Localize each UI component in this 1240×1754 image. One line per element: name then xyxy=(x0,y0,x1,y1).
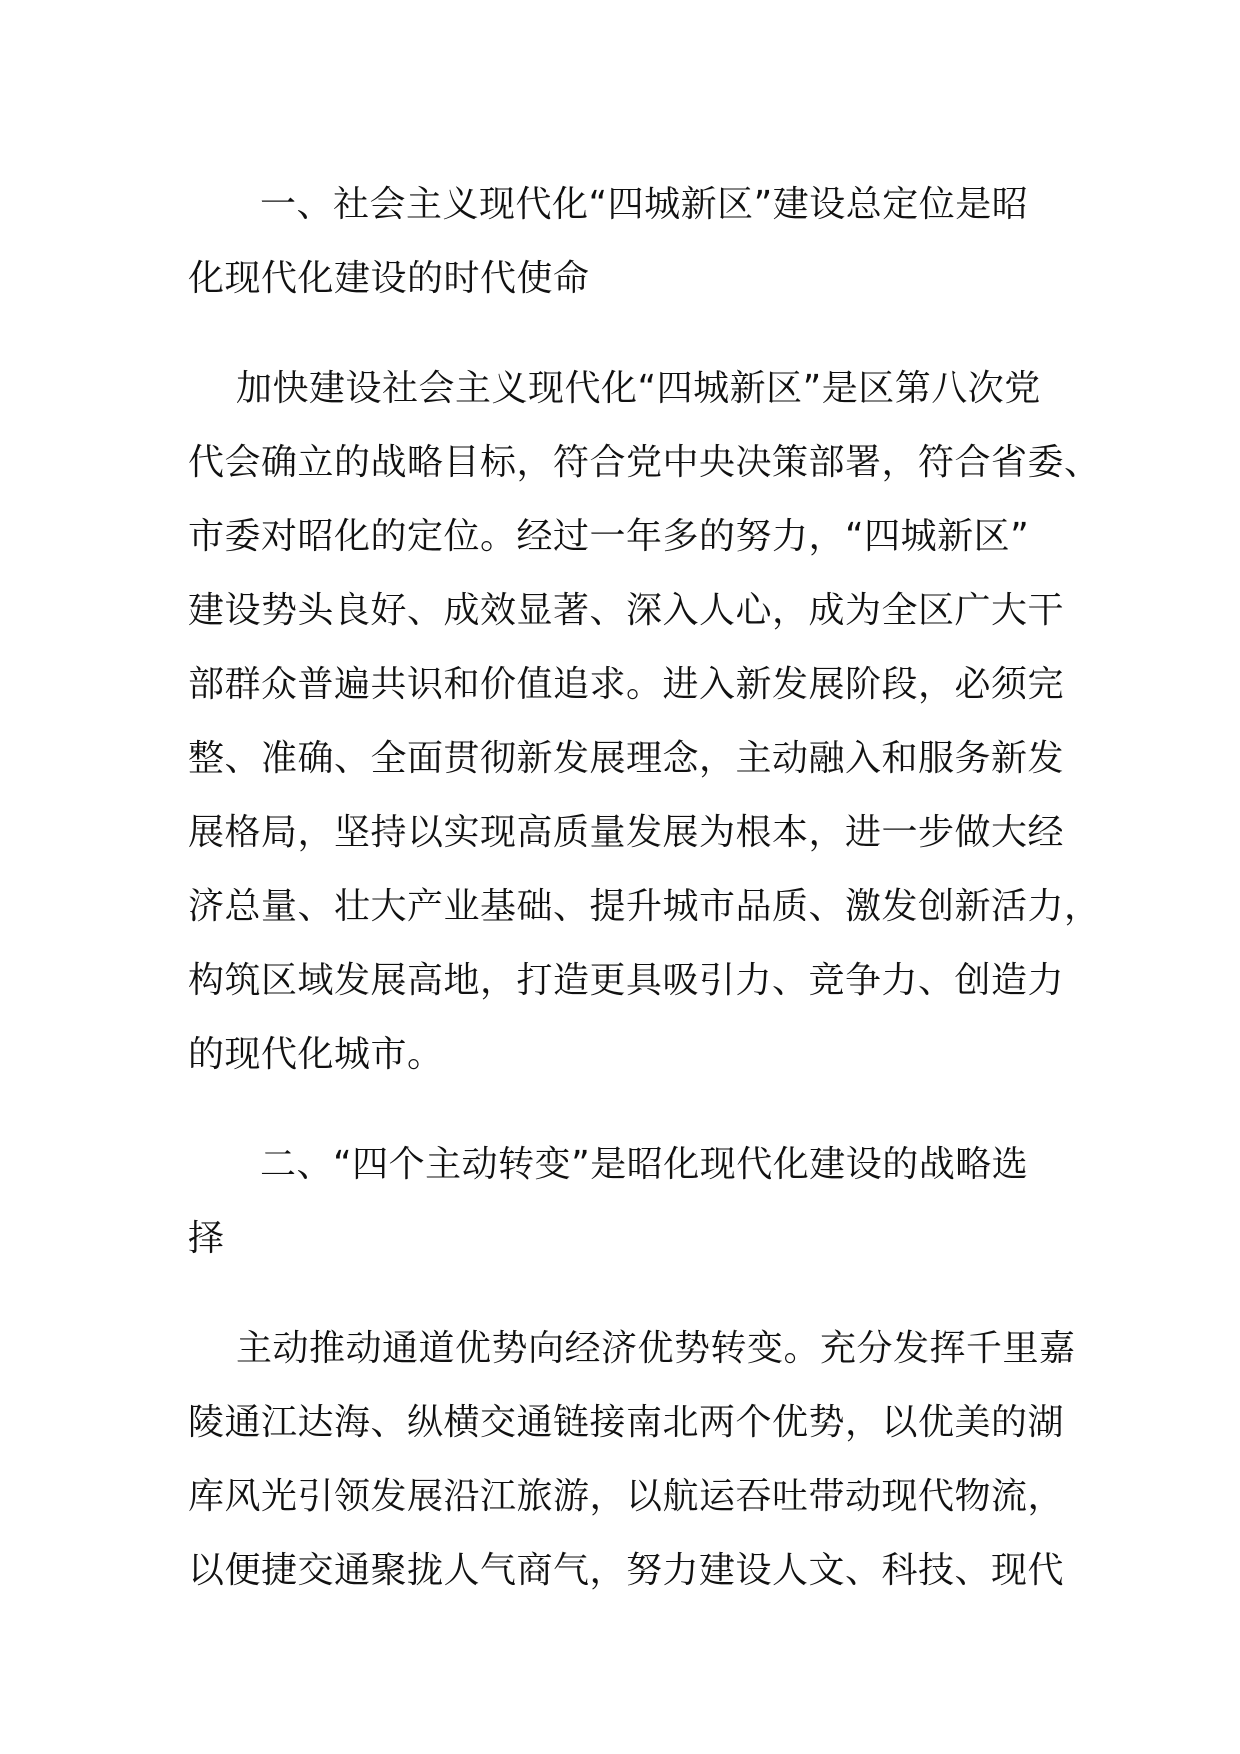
paragraph-line: 部群众普遍共识和价值追求。进入新发展阶段，必须完 xyxy=(188,664,1065,705)
section-2-paragraph xyxy=(188,1312,1076,1608)
document-content xyxy=(188,168,1101,1608)
heading-line: 二、“四个主动转变”是昭化现代化建设的战略选 xyxy=(260,1144,1029,1185)
paragraph-line: 整、准确、全面贯彻新发展理念，主动融入和服务新发 xyxy=(188,738,1065,779)
paragraph-line: 代会确立的战略目标，符合党中央决策部署，符合省委、 xyxy=(188,442,1101,483)
section-1-paragraph xyxy=(188,352,1101,1092)
paragraph-line: 主动推动通道优势向经济优势转变。充分发挥千里嘉 xyxy=(236,1328,1076,1369)
paragraph-line: 陵通江达海、纵横交通链接南北两个优势，以优美的湖 xyxy=(188,1402,1065,1443)
paragraph-line: 加快建设社会主义现代化“四城新区”是区第八次党 xyxy=(236,368,1041,409)
heading-line: 择 xyxy=(188,1218,225,1259)
section-1-heading xyxy=(188,168,1058,316)
heading-line: 化现代化建设的时代使命 xyxy=(188,258,590,299)
paragraph-line: 库风光引领发展沿江旅游，以航运吞吐带动现代物流， xyxy=(188,1476,1065,1517)
paragraph-line: 济总量、壮大产业基础、提升城市品质、激发创新活力， xyxy=(188,886,1101,927)
paragraph-line: 以便捷交通聚拢人气商气，努力建设人文、科技、现代 xyxy=(188,1550,1065,1591)
paragraph-line: 的现代化城市。 xyxy=(188,1034,444,1075)
paragraph-line: 展格局，坚持以实现高质量发展为根本，进一步做大经 xyxy=(188,812,1065,853)
paragraph-line: 建设势头良好、成效显著、深入人心，成为全区广大干 xyxy=(188,590,1065,631)
section-2-heading xyxy=(188,1128,1058,1276)
paragraph-line: 市委对昭化的定位。经过一年多的努力，“四城新区” xyxy=(188,516,1030,557)
heading-line: 一、社会主义现代化“四城新区”建设总定位是昭 xyxy=(260,184,1029,225)
paragraph-line: 构筑区域发展高地，打造更具吸引力、竞争力、创造力 xyxy=(188,960,1065,1001)
